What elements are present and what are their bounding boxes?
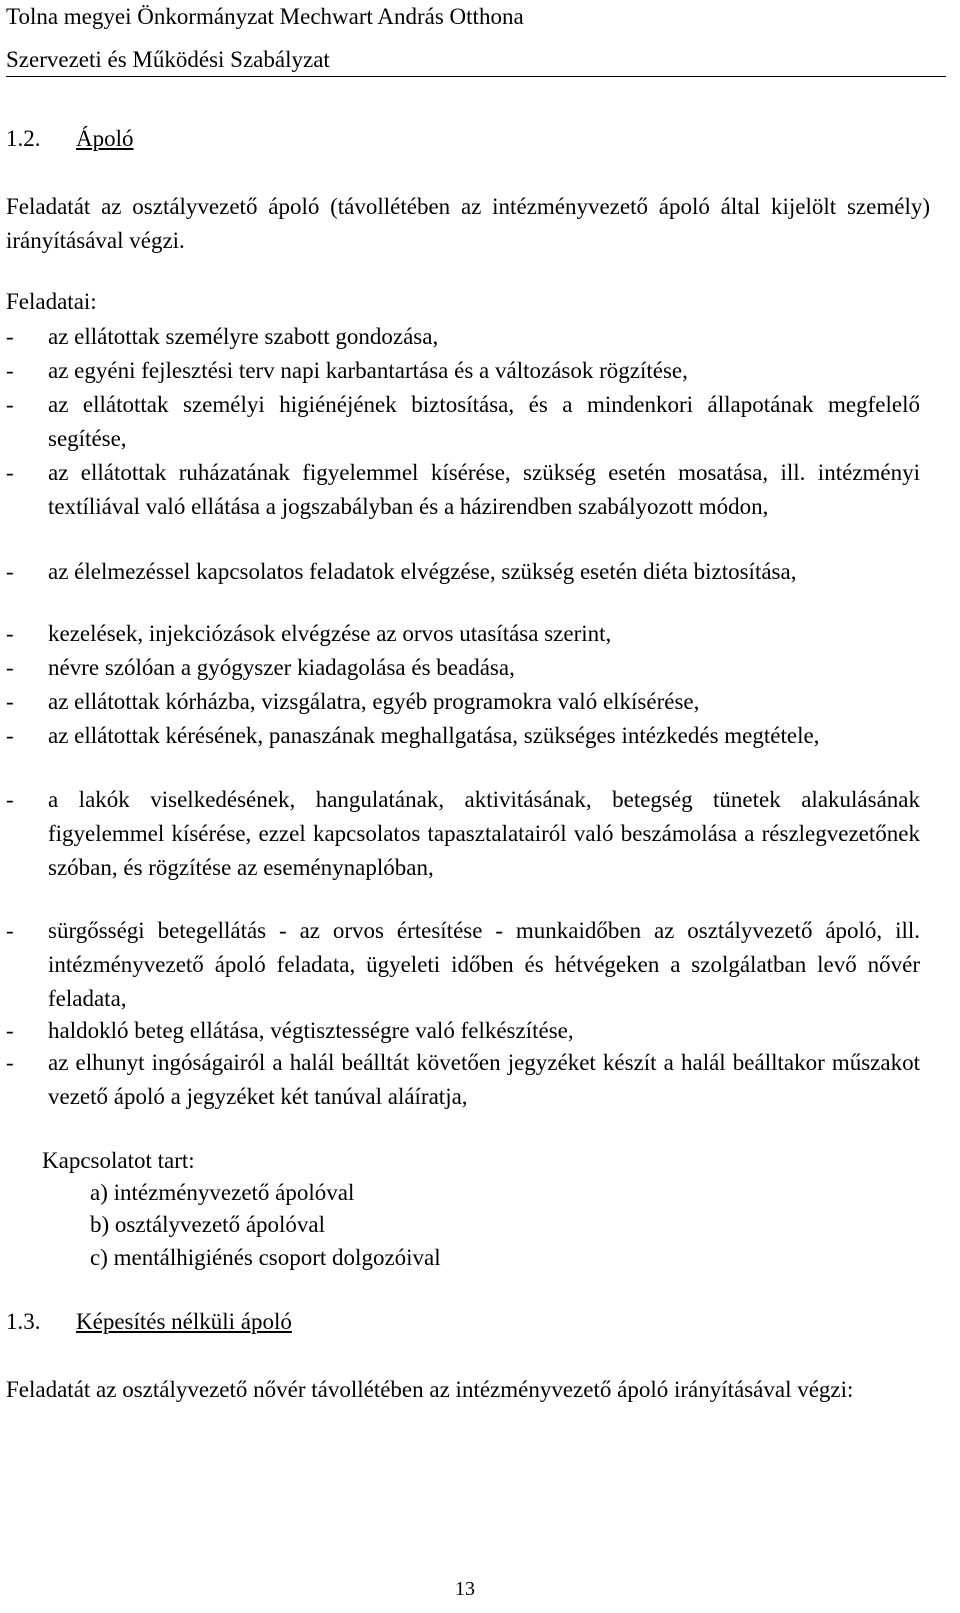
section-number: 1.2. <box>6 126 41 151</box>
bullet-dash: - <box>6 460 14 485</box>
list-item-text: az élelmezéssel kapcsolatos feladatok elvégzése, szükség esetén diéta biztosítása, <box>48 559 797 584</box>
contacts-label: Kapcsolatot tart: <box>42 1148 195 1173</box>
section-title: Képesítés nélküli ápoló <box>76 1309 292 1334</box>
bullet-dash: - <box>6 787 14 812</box>
bullet-dash: - <box>6 392 14 417</box>
contact-item: b) osztályvezető ápolóval <box>90 1212 326 1237</box>
bullet-dash: - <box>6 1050 14 1075</box>
list-item-text: az egyéni fejlesztési terv napi karbantartása és a változások rögzítése, <box>48 358 688 383</box>
list-item-text: a lakók viselkedésének, hangulatának, aktivitásának, betegség tünetek alakulásának figyelemmel kísérése, ezzel kapcsolatos tapasztalatairól való beszámolása a részlegvezetőnek szóban, és rögzítése az eseménynaplóban, <box>48 787 920 880</box>
contact-item: a) intézményvezető ápolóval <box>90 1180 355 1205</box>
bullet-dash: - <box>6 918 14 943</box>
bullet-dash: - <box>6 324 14 349</box>
page-number: 13 <box>455 1578 475 1600</box>
section-intro: Feladatát az osztályvezető ápoló (távollétében az intézményvezető ápoló által kijelölt személy) irányításával végzi. <box>6 194 930 253</box>
list-item-text: az ellátottak személyi higiénéjének biztosítása, és a mindenkori állapotának megfelelő segítése, <box>48 392 920 451</box>
section-number: 1.3. <box>6 1309 41 1334</box>
section-intro: Feladatát az osztályvezető nővér távollétében az intézményvezető ápoló irányításával végzi: <box>6 1377 854 1402</box>
list-item-text: az ellátottak személyre szabott gondozása, <box>48 324 439 349</box>
bullet-dash: - <box>6 689 14 714</box>
tasks-label: Feladatai: <box>6 289 97 314</box>
list-item-text: sürgősségi betegellátás - az orvos értesítése - munkaidőben az osztályvezető ápoló, ill. intézményvezető ápoló feladata, ügyeleti időben és hétvégeken a szolgálatban levő nővér feladata, <box>48 918 920 1011</box>
header-organization: Tolna megyei Önkormányzat Mechwart András Otthona <box>6 4 524 29</box>
list-item-text: az ellátottak kérésének, panaszának meghallgatása, szükséges intézkedés megtétele, <box>48 723 820 748</box>
list-item-text: az ellátottak kórházba, vizsgálatra, egyéb programokra való elkísérése, <box>48 689 700 714</box>
bullet-dash: - <box>6 621 14 646</box>
bullet-dash: - <box>6 723 14 748</box>
list-item-text: kezelések, injekciózások elvégzése az orvos utasítása szerint, <box>48 621 612 646</box>
list-item-text: névre szólóan a gyógyszer kiadagolása és beadása, <box>48 655 515 680</box>
list-item-text: az elhunyt ingóságairól a halál beálltát követően jegyzéket készít a halál beálltakor műszakot vezető ápoló a jegyzéket két tanúval aláíratja, <box>48 1050 920 1109</box>
list-item-text: az ellátottak ruházatának figyelemmel kísérése, szükség esetén mosatása, ill. intézményi textíliával való ellátása a jogszabályban és a házirendben szabályozott módon, <box>48 460 920 519</box>
section-title: Ápoló <box>76 126 134 151</box>
bullet-dash: - <box>6 358 14 383</box>
list-item-text: haldokló beteg ellátása, végtisztességre való felkészítése, <box>48 1018 574 1043</box>
header-document-title: Szervezeti és Működési Szabályzat <box>6 44 946 77</box>
bullet-dash: - <box>6 559 14 584</box>
bullet-dash: - <box>6 1018 14 1043</box>
bullet-dash: - <box>6 655 14 680</box>
contact-item: c) mentálhigiénés csoport dolgozóival <box>90 1245 441 1270</box>
